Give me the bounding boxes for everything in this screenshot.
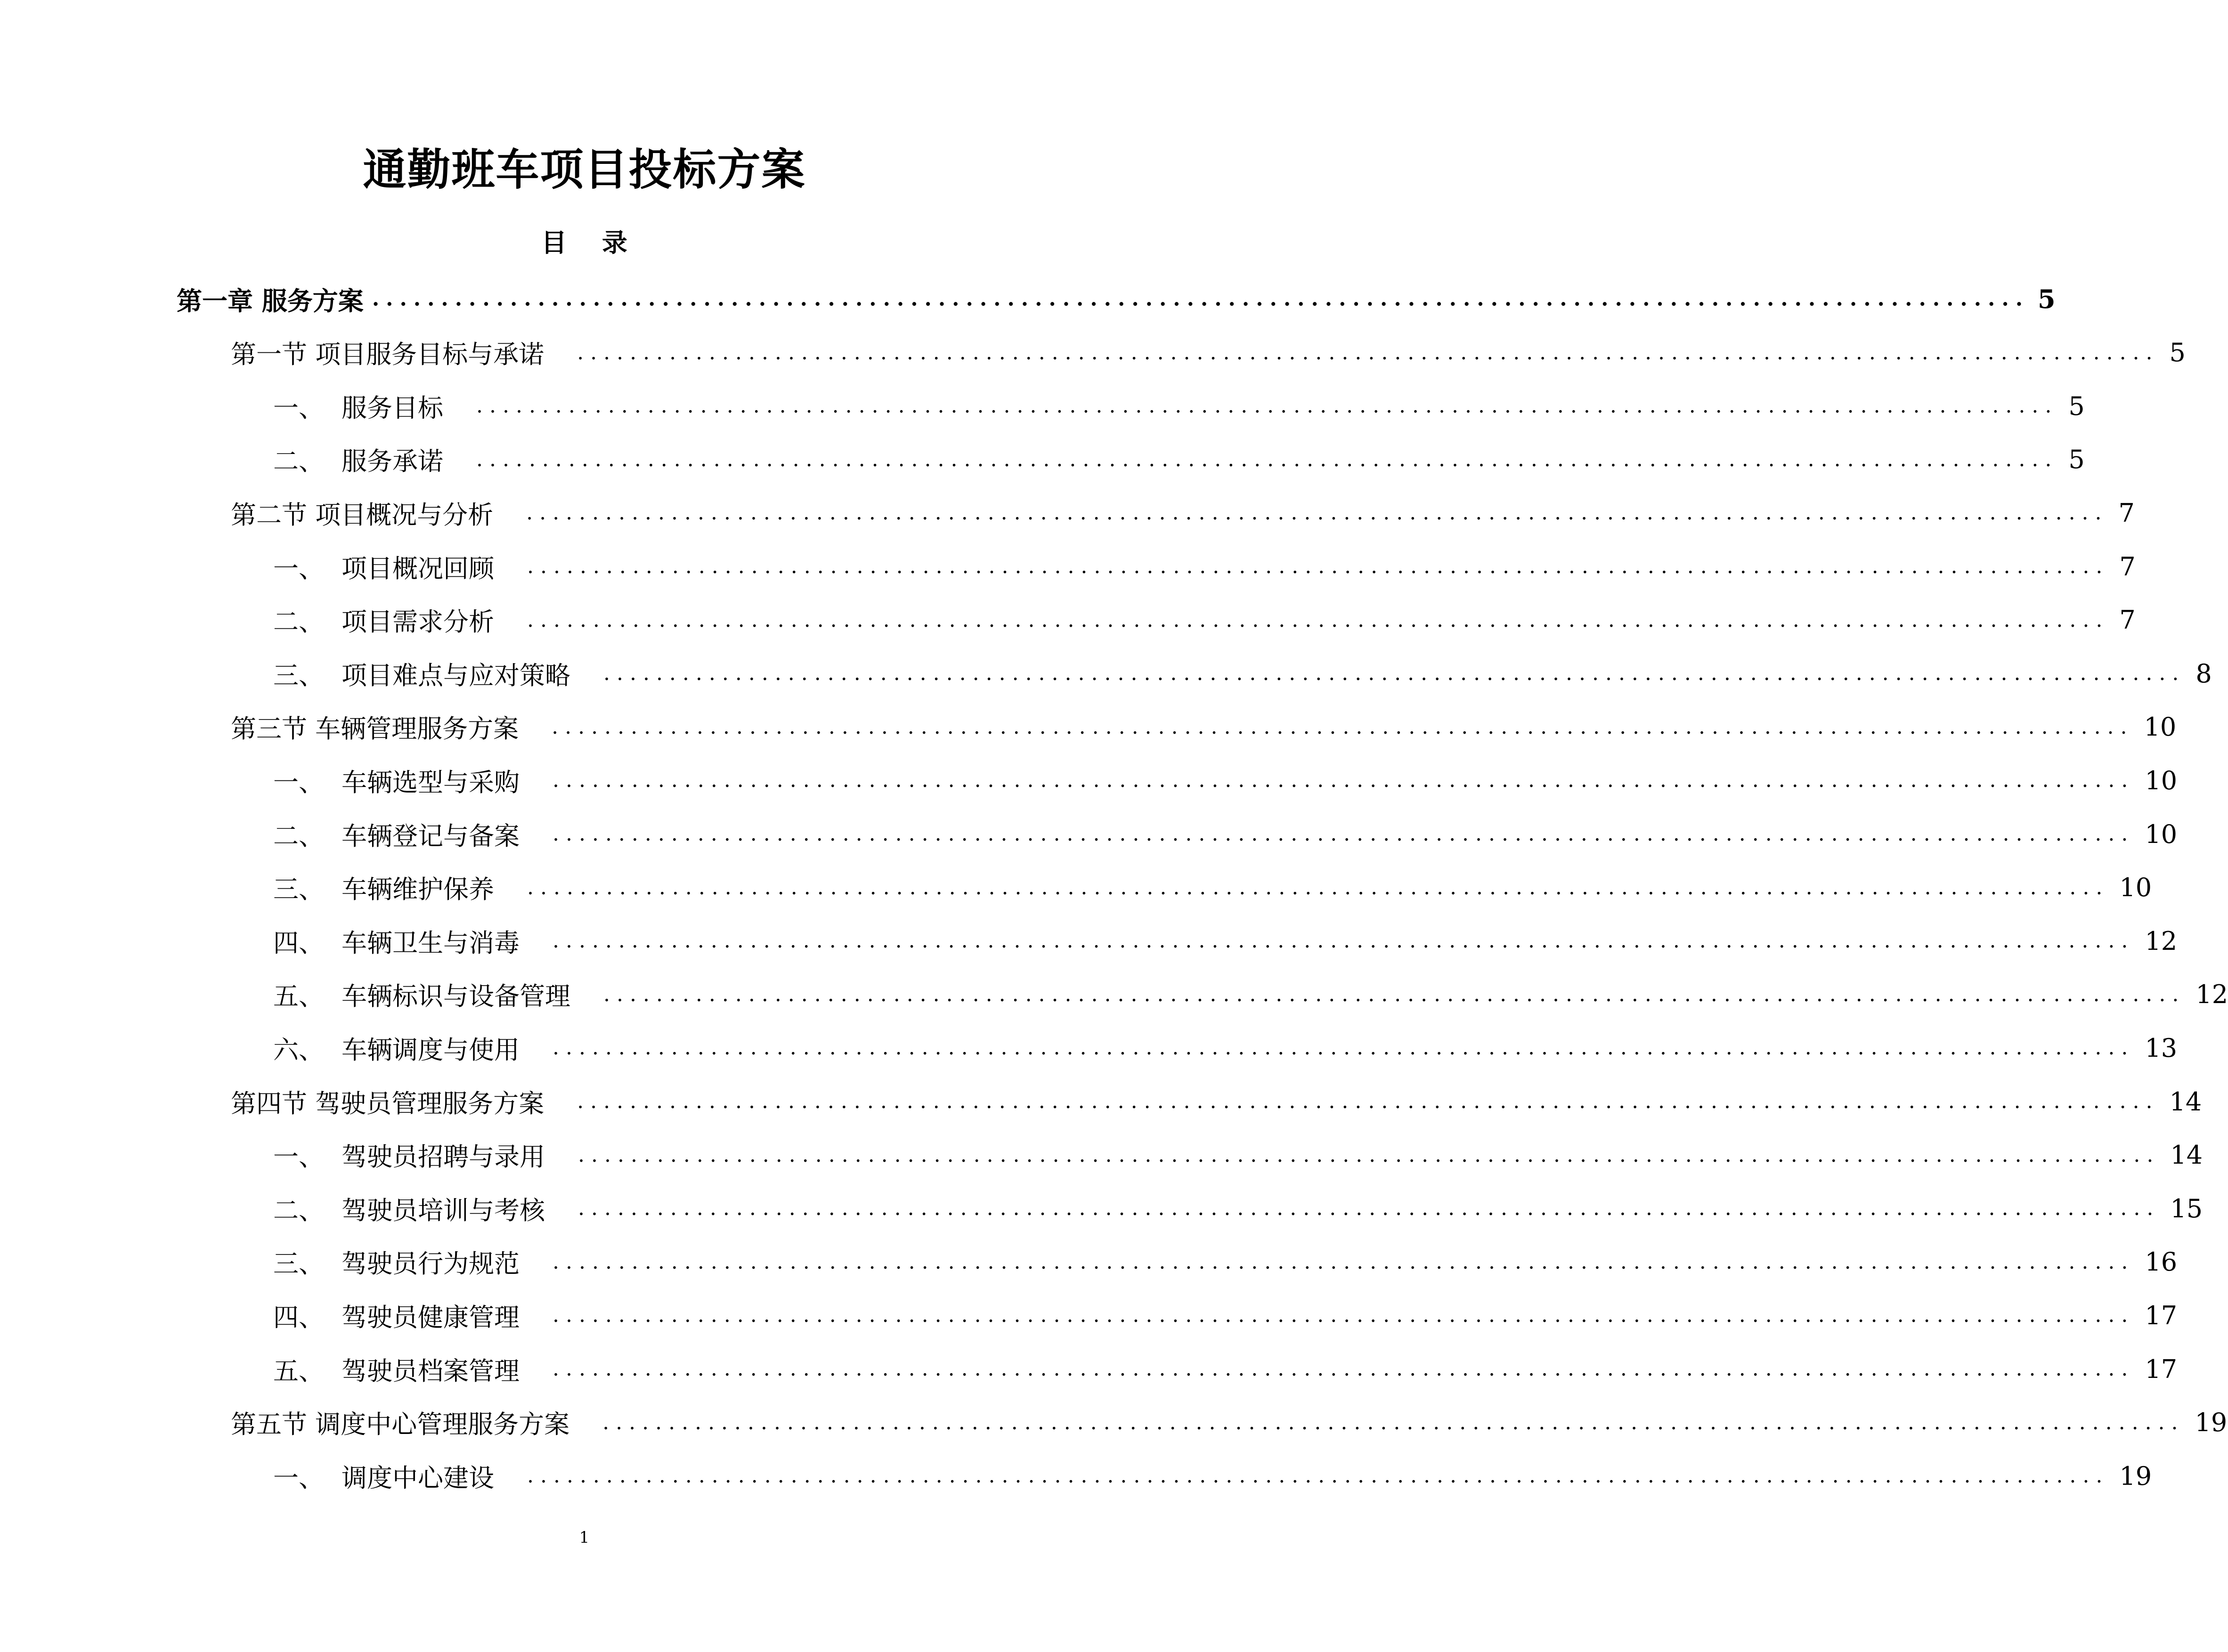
toc-entry[interactable] — [231, 1401, 2228, 1444]
toc-entry-label: 项目需求分析 — [342, 607, 494, 637]
toc-dot-leader: ........................................................................................................................ — [603, 661, 2186, 686]
toc-entry-label: 驾驶员行为规范 — [342, 1249, 520, 1279]
toc-entry-ordinal: 四、 — [273, 1302, 324, 1332]
toc-entry[interactable] — [273, 920, 2178, 962]
toc-entry-page: 5 — [2068, 445, 2085, 475]
toc-entry[interactable] — [273, 545, 2136, 588]
toc-dot-leader: ........................................................................................................................ — [578, 1142, 2160, 1167]
toc-entry[interactable] — [273, 866, 2152, 909]
toc-entry-page: 19 — [2195, 1408, 2228, 1438]
toc-entry-label: 驾驶员培训与考核 — [342, 1195, 545, 1225]
toc-entry[interactable] — [231, 706, 2177, 748]
toc-dot-leader: ........................................................................................................................ — [552, 714, 2134, 739]
toc-entry[interactable] — [273, 973, 2228, 1016]
toc-entry-label: 驾驶员健康管理 — [342, 1302, 520, 1332]
toc-entry-label: 车辆标识与设备管理 — [342, 981, 570, 1012]
toc-entry[interactable] — [273, 813, 2178, 855]
toc-entry[interactable] — [273, 1187, 2203, 1230]
toc-entry-label: 服务目标 — [342, 393, 443, 423]
toc-entry-page: 5 — [2068, 391, 2085, 421]
toc-entry-page: 14 — [2170, 1140, 2203, 1170]
toc-entry[interactable] — [273, 1241, 2178, 1283]
toc-dot-leader: ........................................................................................................................ — [553, 1303, 2135, 1328]
toc-entry-label: 第二节 项目概况与分析 — [231, 500, 494, 530]
toc-entry-page: 12 — [2195, 980, 2228, 1010]
toc-entry[interactable] — [273, 1455, 2152, 1497]
toc-dot-leader: ........................................................................................................................ — [476, 447, 2058, 471]
toc-entry[interactable] — [273, 1348, 2178, 1390]
toc-entry[interactable] — [231, 492, 2135, 534]
toc-dot-leader: ........................................................................................................................ — [603, 982, 2186, 1006]
toc-dot-leader: ........................................................................................................................ — [526, 501, 2108, 525]
toc-dot-leader: ........................................................................................................................ — [553, 1036, 2135, 1060]
toc-entry[interactable] — [273, 1134, 2203, 1176]
toc-entry-ordinal: 一、 — [273, 1463, 324, 1493]
toc-entry-ordinal: 一、 — [273, 393, 324, 423]
toc-entry-label: 车辆选型与采购 — [342, 767, 520, 797]
toc-entry-page: 7 — [2119, 605, 2136, 635]
toc-entry-ordinal: 一、 — [273, 767, 324, 797]
toc-entry-page: 10 — [2145, 765, 2178, 795]
toc-entry-label: 服务承诺 — [342, 446, 443, 477]
toc-entry-label: 车辆卫生与消毒 — [342, 928, 520, 958]
toc-dot-leader: ........................................................................................................................ — [527, 875, 2109, 899]
toc-dot-leader: ........................................................................................................................ — [527, 1464, 2109, 1488]
toc-entry-ordinal: 六、 — [273, 1035, 324, 1065]
toc-dot-leader: ........................................................................................................................ — [553, 768, 2135, 793]
toc-entry[interactable] — [231, 1080, 2202, 1123]
toc-entry-page: 17 — [2145, 1354, 2178, 1384]
toc-entry-ordinal: 一、 — [273, 1142, 324, 1172]
toc-dot-leader: ........................................................................................................................ — [602, 1410, 2185, 1434]
toc-dot-leader: ........................................................................................................................ — [527, 607, 2109, 632]
toc-entry-label: 第四节 驾驶员管理服务方案 — [231, 1088, 545, 1118]
toc-entry-page: 17 — [2145, 1300, 2178, 1330]
document-title: 通勤班车项目投标方案 — [363, 144, 806, 195]
toc-entry[interactable] — [273, 1027, 2178, 1069]
toc-entry[interactable] — [273, 438, 2085, 481]
toc-entry-ordinal: 三、 — [273, 875, 324, 905]
toc-entry-ordinal: 二、 — [273, 607, 324, 637]
toc-dot-leader: ........................................................................................................................ — [553, 822, 2135, 846]
toc-entry-ordinal: 五、 — [273, 1356, 324, 1386]
toc-entry-page: 8 — [2195, 658, 2212, 688]
toc-dot-leader: ........................................................................................................................ — [577, 1089, 2159, 1113]
toc-dot-leader: ........................................................................................................................ — [553, 1249, 2135, 1274]
toc-entry-page: 10 — [2145, 819, 2178, 849]
toc-entry-page: 19 — [2119, 1461, 2152, 1491]
toc-entry-label: 第五节 调度中心管理服务方案 — [231, 1409, 570, 1440]
toc-entry[interactable] — [231, 332, 2186, 374]
toc-entry[interactable] — [273, 652, 2212, 695]
toc-entry-page: 15 — [2170, 1193, 2203, 1223]
page-number: 1 — [579, 1528, 590, 1547]
toc-entry-page: 5 — [2038, 284, 2056, 314]
toc-entry-ordinal: 二、 — [273, 1195, 324, 1225]
toc-entry-page: 5 — [2169, 338, 2186, 368]
toc-entry-label: 第一节 项目服务目标与承诺 — [231, 340, 545, 370]
toc-entry-ordinal: 一、 — [273, 553, 324, 583]
toc-entry-label: 驾驶员招聘与录用 — [342, 1142, 545, 1172]
toc-entry-label: 车辆调度与使用 — [342, 1035, 520, 1065]
toc-entry-page: 10 — [2144, 712, 2177, 742]
toc-entry-page: 13 — [2145, 1033, 2178, 1063]
toc-entry[interactable] — [273, 1294, 2178, 1336]
toc-entry-label: 车辆维护保养 — [342, 875, 494, 905]
toc-entry[interactable] — [273, 385, 2085, 427]
toc-entry-page: 12 — [2145, 926, 2178, 956]
toc-entry-label: 项目难点与应对策略 — [342, 660, 570, 690]
toc-entry-ordinal: 三、 — [273, 1249, 324, 1279]
toc-entry-page: 10 — [2119, 873, 2152, 903]
toc-entry-label: 车辆登记与备案 — [342, 821, 520, 851]
toc-entry-label: 第一章 服务方案 — [177, 285, 364, 316]
toc-entry-page: 16 — [2145, 1247, 2178, 1277]
toc-entry[interactable] — [273, 759, 2178, 802]
toc-entry-ordinal: 三、 — [273, 660, 324, 690]
toc-entry-page: 7 — [2118, 498, 2135, 528]
toc-entry-ordinal: 二、 — [273, 821, 324, 851]
toc-entry-label: 驾驶员档案管理 — [342, 1356, 520, 1386]
toc-entry[interactable] — [177, 278, 2056, 320]
toc-dot-leader: ........................................................................................................................ — [527, 554, 2109, 578]
toc-entry-label: 调度中心建设 — [342, 1463, 494, 1493]
toc-entry-ordinal: 五、 — [273, 981, 324, 1012]
toc-entry-ordinal: 二、 — [273, 446, 324, 477]
toc-dot-leader: ........................................................................................................................ — [476, 394, 2058, 418]
toc-dot-leader: ........................................................................................................................ — [577, 340, 2159, 364]
toc-dot-leader: ........................................................................................................................ — [553, 929, 2135, 953]
toc-entry[interactable] — [273, 599, 2136, 641]
toc-entry-label: 第三节 车辆管理服务方案 — [231, 714, 519, 744]
toc-dot-leader: ........................................................................................................................ — [372, 287, 2030, 311]
toc-entry-label: 项目概况回顾 — [342, 553, 494, 583]
toc-entry-page: 14 — [2169, 1086, 2202, 1117]
toc-dot-leader: ........................................................................................................................ — [578, 1196, 2160, 1221]
toc-dot-leader: ........................................................................................................................ — [553, 1357, 2135, 1381]
toc-entry-ordinal: 四、 — [273, 928, 324, 958]
toc-entry-page: 7 — [2119, 551, 2136, 582]
toc-heading: 目 录 — [541, 227, 641, 258]
